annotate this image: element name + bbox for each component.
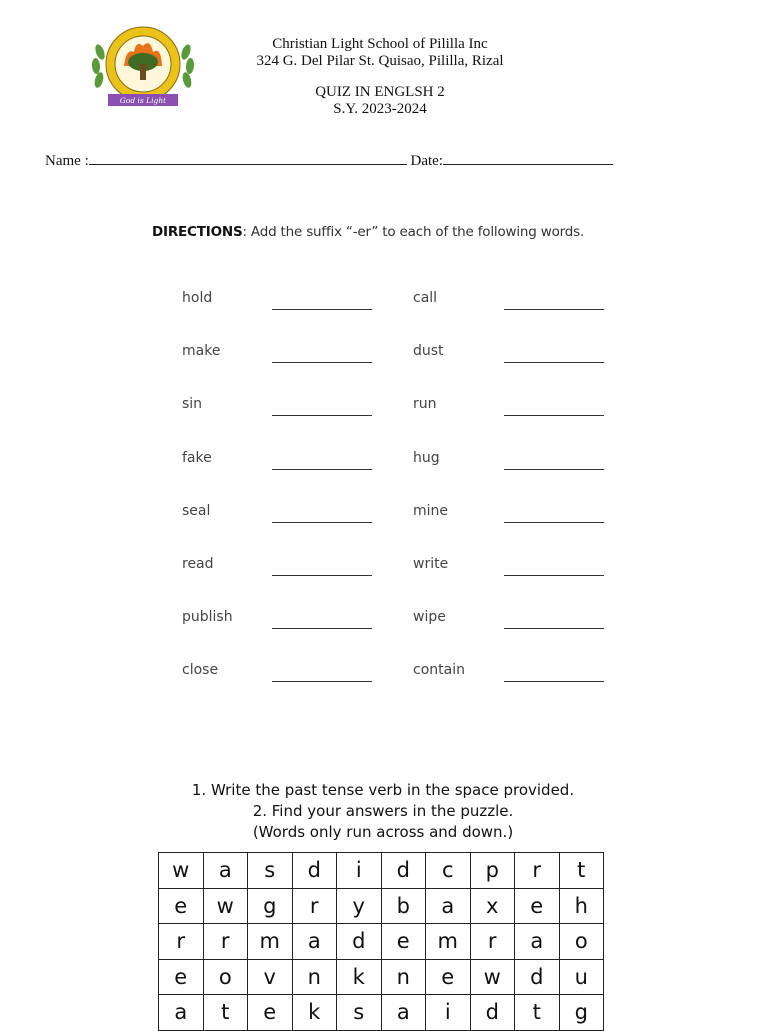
word-left: seal [182,502,211,519]
grid-row [159,995,604,1031]
directions-label: DIRECTIONS [152,224,243,240]
grid-cell[interactable]: r [159,924,204,960]
word-left: make [182,343,221,360]
word-right: mine [413,502,449,519]
name-field[interactable] [89,150,407,165]
grid-cell[interactable]: w [159,853,204,889]
grid-cell[interactable]: w [203,888,248,924]
answer-blank[interactable] [272,522,372,523]
grid-cell[interactable]: a [426,888,471,924]
directions-text: : Add the suffix “-er” to each of the following words. [242,224,585,240]
answer-blank[interactable] [504,681,604,682]
directions [152,224,672,240]
grid-cell[interactable]: e [381,924,426,960]
grid-cell[interactable]: s [248,853,293,889]
puzzle-instruction-3: (Words only run across and down.) [252,823,514,841]
grid-row [159,888,604,924]
grid-cell[interactable]: e [159,959,204,995]
grid-cell[interactable]: v [248,959,293,995]
grid-cell[interactable]: o [203,959,248,995]
grid-cell[interactable]: e [515,888,560,924]
grid-cell[interactable]: d [381,853,426,889]
word-row [182,396,622,449]
word-left: read [182,555,214,572]
grid-cell[interactable]: t [559,853,604,889]
date-field[interactable] [443,150,613,165]
answer-blank[interactable] [272,681,372,682]
answer-blank[interactable] [504,415,604,416]
grid-cell[interactable]: e [248,995,293,1031]
grid-cell[interactable]: n [292,959,337,995]
word-right: dust [413,343,444,360]
grid-cell[interactable]: d [470,995,515,1031]
word-right: wipe [413,609,446,626]
word-right: write [413,555,449,572]
grid-row [159,959,604,995]
word-row [182,503,622,556]
name-label: Name : [45,153,89,169]
answer-blank[interactable] [504,309,604,310]
grid-cell[interactable]: p [470,853,515,889]
grid-cell[interactable]: t [203,995,248,1031]
grid-cell[interactable]: i [337,853,382,889]
answer-blank[interactable] [504,628,604,629]
grid-cell[interactable]: t [515,995,560,1031]
grid-cell[interactable]: w [470,959,515,995]
word-row [182,343,622,396]
suffix-word-list [182,290,622,716]
document-header [180,36,580,118]
grid-cell[interactable]: r [470,924,515,960]
grid-cell[interactable]: a [292,924,337,960]
answer-blank[interactable] [504,362,604,363]
answer-blank[interactable] [504,522,604,523]
grid-cell[interactable]: a [515,924,560,960]
name-date-row [45,150,645,170]
grid-cell[interactable]: k [292,995,337,1031]
grid-cell[interactable]: g [248,888,293,924]
answer-blank[interactable] [272,362,372,363]
school-address: 324 G. Del Pilar St. Quisao, Pililla, Rizal [256,53,504,69]
grid-cell[interactable]: r [515,853,560,889]
word-left: close [182,662,219,679]
school-year: S.Y. 2023-2024 [333,101,427,117]
grid-cell[interactable]: e [159,888,204,924]
word-right: contain [413,662,465,679]
grid-cell[interactable]: h [559,888,604,924]
grid-cell[interactable]: d [292,853,337,889]
grid-cell[interactable]: a [381,995,426,1031]
word-row [182,290,622,343]
answer-blank[interactable] [272,575,372,576]
answer-blank[interactable] [504,469,604,470]
word-row [182,556,622,609]
puzzle-instructions [150,780,616,843]
grid-cell[interactable]: d [515,959,560,995]
logo-motto: God is Light [119,96,167,105]
grid-cell[interactable]: n [381,959,426,995]
answer-blank[interactable] [504,575,604,576]
grid-cell[interactable]: g [559,995,604,1031]
grid-cell[interactable]: x [470,888,515,924]
grid-cell[interactable]: o [559,924,604,960]
grid-cell[interactable]: d [337,924,382,960]
word-left: sin [182,396,203,413]
grid-cell[interactable]: y [337,888,382,924]
grid-cell[interactable]: r [292,888,337,924]
school-name: Christian Light School of Pililla Inc [272,36,488,52]
grid-cell[interactable]: m [426,924,471,960]
word-left: hold [182,290,213,306]
word-search-grid [158,852,604,1031]
grid-cell[interactable]: m [248,924,293,960]
word-left: publish [182,609,233,626]
word-row [182,450,622,503]
grid-cell[interactable]: c [426,853,471,889]
puzzle-instruction-2: 2. Find your answers in the puzzle. [252,802,514,820]
word-right: call [413,290,438,306]
word-left: fake [182,449,212,466]
word-row [182,662,622,715]
grid-cell[interactable]: s [337,995,382,1031]
answer-blank[interactable] [272,415,372,416]
word-right: hug [413,449,440,466]
grid-cell[interactable]: r [203,924,248,960]
grid-cell[interactable]: i [426,995,471,1031]
grid-cell[interactable]: e [426,959,471,995]
quiz-title: QUIZ IN ENGLSH 2 [315,84,445,100]
grid-cell[interactable]: a [203,853,248,889]
answer-blank[interactable] [272,469,372,470]
answer-blank[interactable] [272,309,372,310]
answer-blank[interactable] [272,628,372,629]
grid-row [159,924,604,960]
word-right: run [413,396,437,413]
word-row [182,609,622,662]
grid-row [159,853,604,889]
grid-cell[interactable]: a [159,995,204,1031]
grid-cell[interactable]: u [559,959,604,995]
date-label: Date: [410,153,443,169]
grid-cell[interactable]: b [381,888,426,924]
grid-cell[interactable]: k [337,959,382,995]
puzzle-instruction-1: 1. Write the past tense verb in the space provided. [191,781,575,799]
